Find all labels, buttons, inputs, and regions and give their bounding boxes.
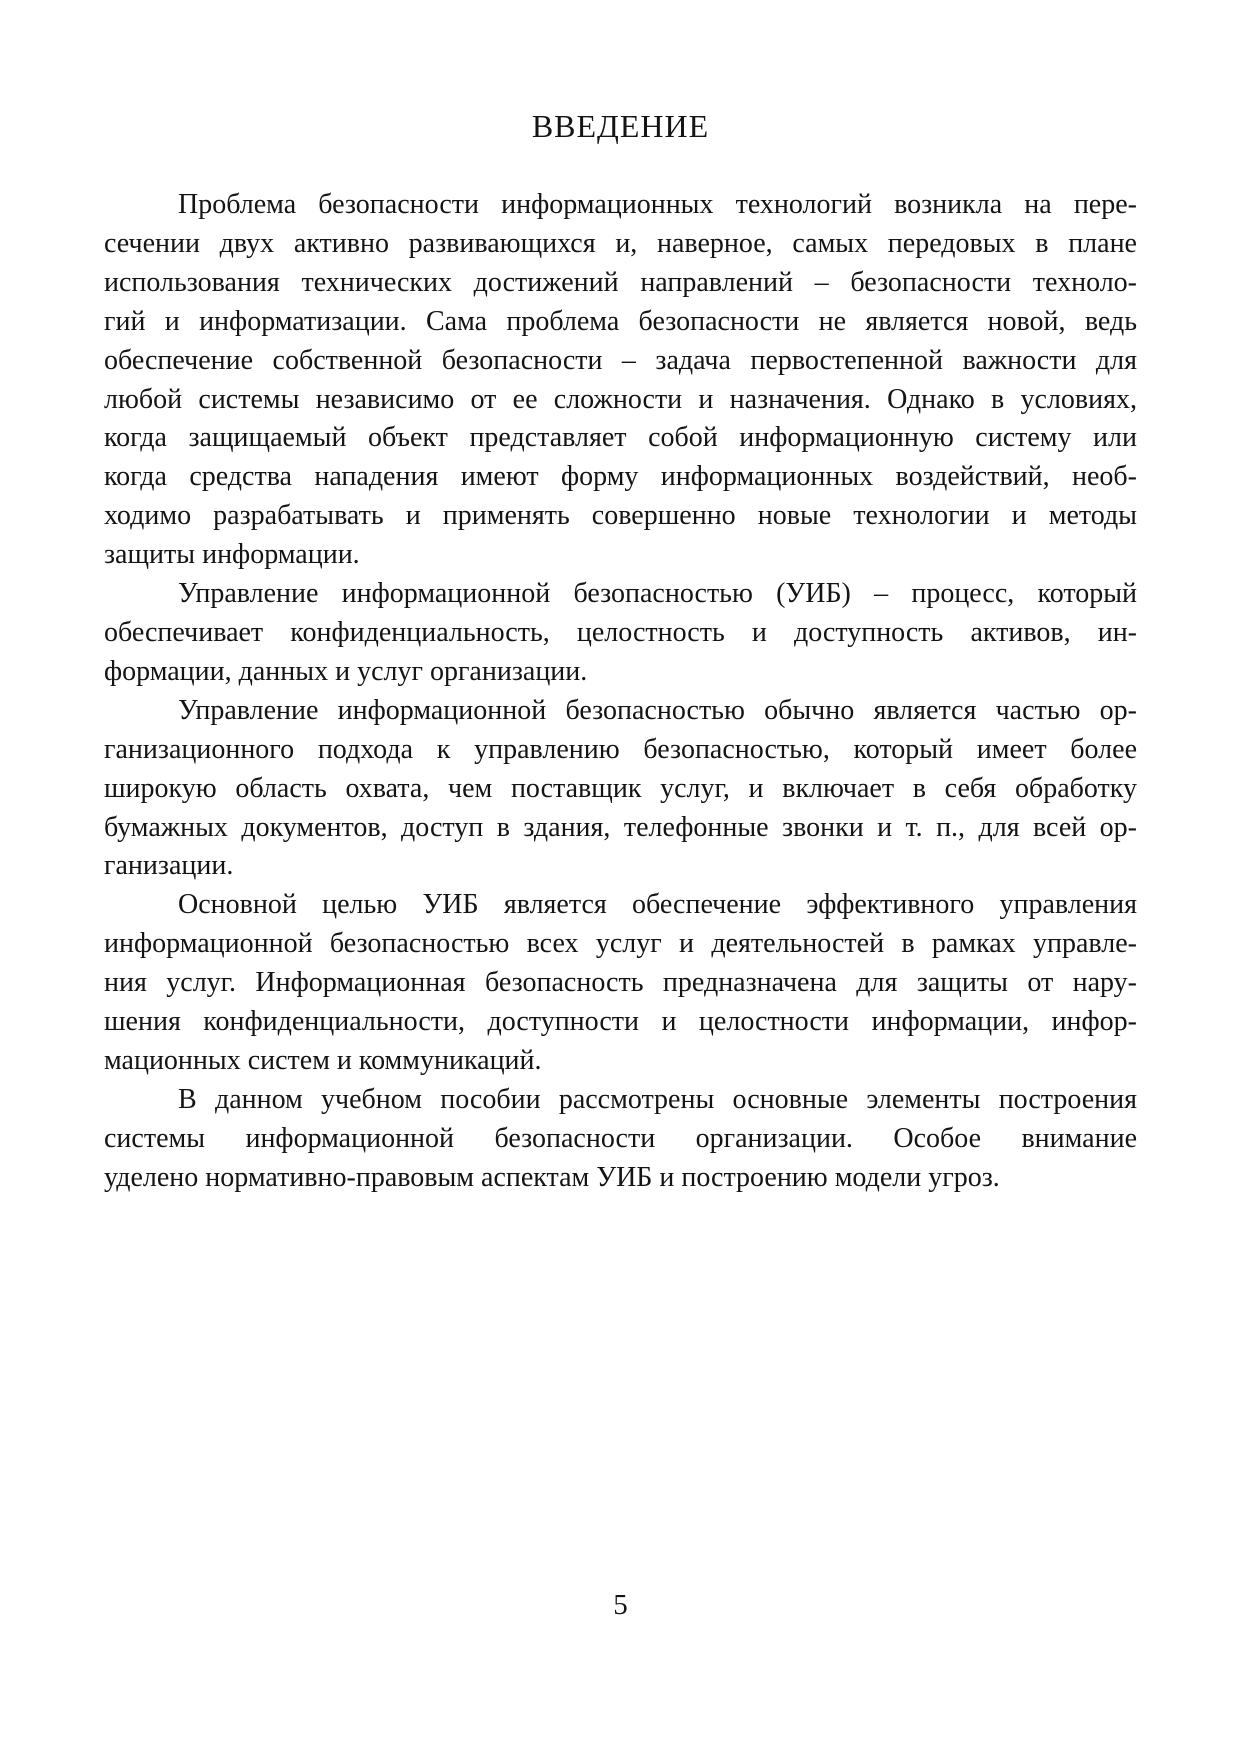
text-line: уделено нормативно-правовым аспектам УИБ и построению модели угроз.: [104, 1161, 1000, 1193]
paragraph: [104, 886, 1137, 1081]
text-line: ганизации.: [104, 850, 234, 882]
text-line: мационных систем и коммуникаций.: [104, 1044, 542, 1076]
text-line: В данном учебном пособии рассмотрены основные элементы построения: [178, 1083, 1137, 1115]
paragraph: [104, 575, 1137, 692]
text-line: формации, данных и услуг организации.: [104, 655, 588, 687]
paragraph: [104, 692, 1137, 887]
text-line: системы информационной безопасности организации. Особое внимание: [104, 1122, 1137, 1154]
text-line: Управление информационной безопасностью (УИБ) – процесс, который: [178, 578, 1137, 610]
page-number: 5: [613, 1589, 628, 1621]
text-line: любой системы независимо от ее сложности и назначения. Однако в условиях,: [104, 383, 1137, 415]
text-line: когда защищаемый объект представляет собой информационную систему или: [104, 422, 1137, 454]
text-line: ходимо разрабатывать и применять совершенно новые технологии и методы: [104, 500, 1137, 532]
text-line: информационной безопасностью всех услуг и деятельностей в рамках управле-: [104, 928, 1137, 960]
text-line: обеспечение собственной безопасности – задача первостепенной важности для: [104, 344, 1137, 376]
text-line: использования технических достижений направлений – безопасности техноло-: [104, 266, 1137, 298]
text-line: гий и информатизации. Сама проблема безопасности не является новой, ведь: [104, 305, 1137, 337]
text-line: Управление информационной безопасностью обычно является частью ор-: [178, 694, 1137, 726]
text-line: обеспечивает конфиденциальность, целостность и доступность активов, ин-: [104, 616, 1137, 648]
text-line: когда средства нападения имеют форму информационных воздействий, необ-: [104, 461, 1137, 493]
text-line: защиты информации.: [104, 539, 360, 571]
paragraph: [104, 1081, 1137, 1198]
paragraph: [104, 186, 1137, 575]
text-line: Проблема безопасности информационных технологий возникла на пере-: [178, 189, 1137, 220]
body-text: [104, 186, 1137, 1198]
text-line: ния услуг. Информационная безопасность предназначена для защиты от нару-: [104, 967, 1137, 999]
text-line: бумажных документов, доступ в здания, телефонные звонки и т. п., для всей ор-: [104, 811, 1137, 843]
text-line: широкую область охвата, чем поставщик услуг, и включает в себя обработку: [104, 772, 1137, 804]
page-title: ВВЕДЕНИЕ: [531, 108, 710, 144]
text-line: шения конфиденциальности, доступности и целостности информации, инфор-: [104, 1006, 1137, 1038]
text-line: Основной целью УИБ является обеспечение эффективного управления: [178, 889, 1137, 921]
text-line: сечении двух активно развивающихся и, наверное, самых передовых в плане: [104, 227, 1137, 259]
text-line: ганизационного подхода к управлению безопасностью, который имеет более: [104, 733, 1137, 765]
